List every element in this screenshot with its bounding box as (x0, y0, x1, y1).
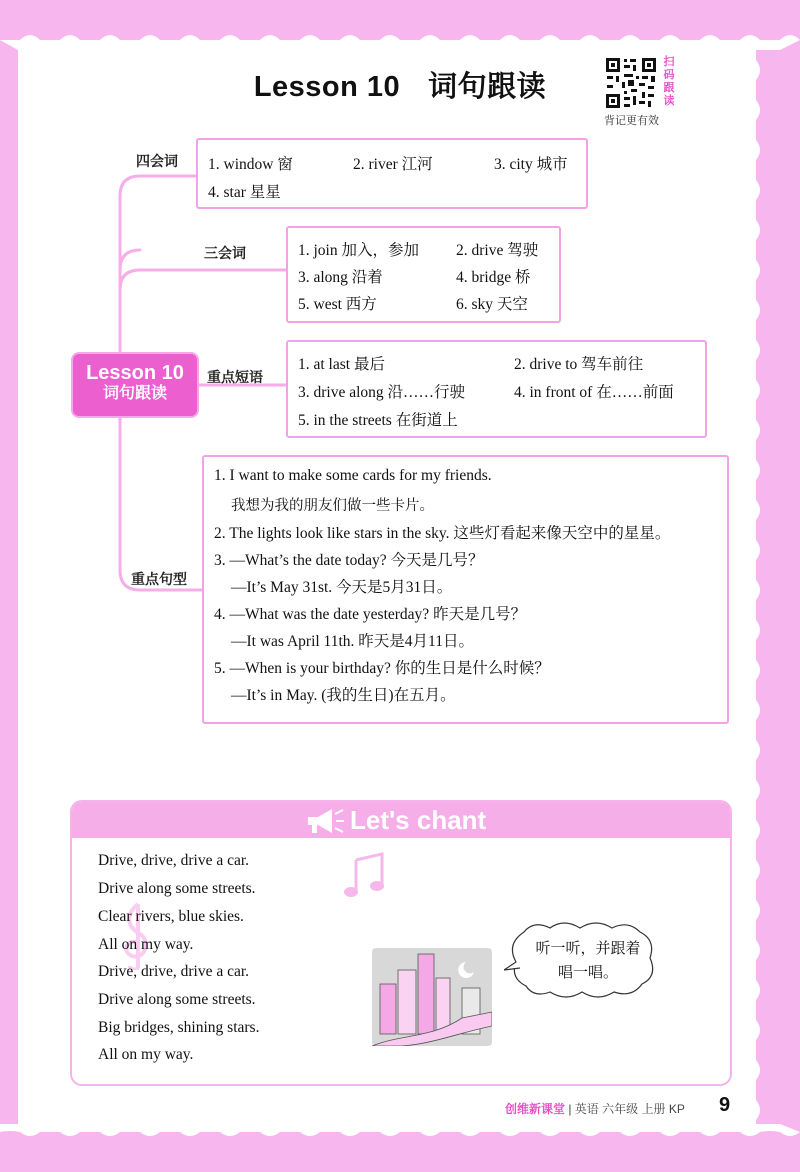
vocab-item: 4. star 星星 (208, 184, 281, 201)
vocab-item: 2. drive 驾驶 (456, 242, 539, 259)
sentence-line: 5. —When is your birthday? 你的生日是什么时候？ (214, 660, 550, 677)
chant-line: Big bridges, shining stars. (98, 1019, 260, 1036)
branch-label-sentences: 重点句型 (131, 571, 187, 587)
qr-side-text: 扫码跟读 (663, 56, 675, 107)
wavy-border-bottom (0, 1124, 800, 1148)
phrase-item: 1. at last 最后 (298, 356, 385, 373)
phrase-item: 4. in front of 在……前面 (514, 384, 674, 401)
phrase-item: 5. in the streets 在街道上 (298, 412, 458, 429)
phrase-item: 3. drive along 沿……行驶 (298, 384, 466, 401)
chant-line: All on my way. (98, 1046, 194, 1063)
chant-line: All on my way. (98, 936, 194, 953)
center-node-line1: Lesson 10 (86, 362, 184, 384)
vocab-box-four-skill (196, 138, 588, 209)
sentence-line: —It’s in May. (我的生日)在五月。 (231, 687, 456, 704)
vocab-item: 4. bridge 桥 (456, 269, 531, 286)
branch-label-three-skill: 三会词 (204, 245, 246, 261)
phrase-box (286, 340, 707, 438)
title-lesson: Lesson 10 (253, 71, 401, 103)
chant-line: Clear rivers, blue skies. (98, 908, 244, 925)
sentence-box (202, 455, 729, 724)
chant-line: Drive along some streets. (98, 991, 256, 1008)
footer-course-info: | 英语 六年级 上册 KP (568, 1102, 685, 1116)
vocab-item: 5. west 西方 (298, 296, 377, 313)
vocab-item: 2. river 江河 (353, 156, 433, 173)
sentence-line: 4. —What was the date yesterday? 昨天是几号？ (214, 606, 527, 623)
footer-brand: 创维新课堂 (505, 1102, 566, 1116)
title-subtitle: 词句跟读 (428, 71, 547, 103)
chant-line: Drive, drive, drive a car. (98, 963, 250, 980)
megaphone-icon (304, 806, 346, 836)
vocab-item: 3. city 城市 (494, 156, 568, 173)
music-note-icon (342, 852, 390, 900)
center-node-line2: 词句跟读 (102, 385, 167, 402)
chant-card (70, 800, 732, 1086)
city-night-illustration (372, 948, 492, 1046)
branch-label-four-skill: 四会词 (136, 153, 178, 169)
sentence-line: 1. I want to make some cards for my friends. (214, 467, 492, 484)
vocab-item: 1. join 加入，参加 (298, 242, 419, 259)
bubble-line1: 听一听，并跟着 (535, 939, 641, 957)
vocab-item: 6. sky 天空 (456, 296, 528, 313)
chant-line: Drive along some streets. (98, 880, 256, 897)
chant-line: Drive, drive, drive a car. (98, 852, 250, 869)
qr-caption: 背记更有效 (604, 114, 659, 127)
chant-title: Let's chant (350, 805, 487, 835)
sentence-line: 我想为我的朋友们做一些卡片。 (231, 498, 434, 514)
branch-label-phrases: 重点短语 (207, 369, 263, 385)
sentence-line: —It’s May 31st. 今天是5月31日。 (231, 579, 453, 596)
vocab-item: 1. window 窗 (208, 156, 293, 173)
sentence-line: 2. The lights look like stars in the sky. 这些灯看起来像天空中的星星。 (214, 525, 671, 542)
bubble-line2: 唱一唱。 (557, 963, 618, 981)
vocab-item: 3. along 沿着 (298, 269, 383, 286)
footer-info (505, 1100, 685, 1117)
sentence-line: 3. —What’s the date today? 今天是几号？ (214, 552, 484, 569)
phrase-item: 2. drive to 驾车前往 (514, 356, 644, 373)
bubble-text (518, 936, 658, 984)
sentence-line: —It was April 11th. 昨天是4月11日。 (231, 633, 474, 650)
vocab-box-three-skill (286, 226, 561, 323)
page-number: 9 (719, 1094, 731, 1116)
mindmap-center-node (71, 352, 199, 418)
